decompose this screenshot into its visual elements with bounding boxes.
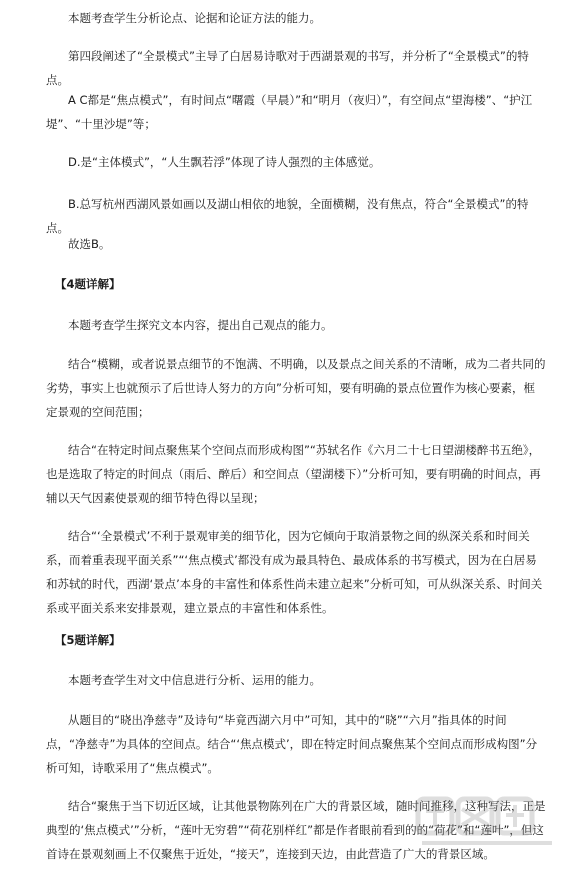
paragraph-q5-point-1: 从题目的“晓出净慈寺”及诗句“毕竟西湖六月中”可知，其中的“晓”“六月”指具体的时间点，“净慈寺”为具体的空间点。结合“‘焦点模式’，即在特定时间点聚焦某个空间点而形成构图”分析可知，诗歌采用了“焦点模式”。 [46,713,538,775]
paragraph-answer: 故选B。 [68,237,111,251]
paragraph-fourth-section: 第四段阐述了“全景模式”主导了白居易诗歌对于西湖景观的书写，并分析了“全景模式”的特点。 [46,49,529,87]
paragraph-q4-point-2: 结合“在特定时间点聚焦某个空间点而形成构图”“苏轼名作《六月二十七日望湖楼醉书五绝》，也是选取了特定的时间点（雨后、醉后）和空间点（望湖楼下）”分析可知，要有明确的时间点，再辅以天气因素使景观的细节特色得以呈现； [46,443,541,505]
paragraph-option-ac: A C都是“焦点模式”，有时间点“曙霞（早晨）”和“明月（夜归）”，有空间点“望海楼”、“护江堤”、“十里沙堤”等； [46,93,533,131]
paragraph-intro-q3: 本题考查学生分析论点、论据和论证方法的能力。 [68,11,321,25]
section-heading-q5: 【5题详解】 [55,633,121,647]
paragraph-option-d: D.是“主体模式”，“人生飘若浮”体现了诗人强烈的主体感觉。 [68,155,381,169]
paragraph-q4-point-1: 结合“模糊，或者说景点细节的不饱满、不明确，以及景点之间关系的不清晰，成为二者共同的劣势，事实上也就预示了后世诗人努力的方向”分析可知，要有明确的景点位置作为核心要素，框定景观的空间范围； [46,357,546,419]
section-heading-q4: 【4题详解】 [55,277,121,291]
paragraph-q5-point-2: 结合“聚焦于当下切近区域，让其他景物陈列在广大的背景区域，随时间推移，这种写法，正是典型的‘焦点模式’”分析，“莲叶无穷碧”“荷花别样红”都是作者眼前看到的的“荷花”和“莲叶”，但这首诗在景观刻画上不仅聚焦于近处，“接天”，连接到天边，由此营造了广大的背景区域。 [46,799,546,861]
paragraph-option-b: B.总写杭州西湖风景如画以及湖山相依的地貌，全面横糊，没有焦点，符合“全景模式”的特点。 [46,197,529,235]
paragraph-intro-q4: 本题考查学生探究文本内容，提出自己观点的能力。 [68,318,333,332]
paragraph-q4-point-3: 结合“‘全景模式’不利于景观审美的细节化，因为它倾向于取消景物之间的纵深关系和时间关系，而着重表现平面关系”“‘焦点模式’都没有成为最具特色、最成体系的书写模式，因为在白居易和苏轼的时代，西湖‘景点’本身的丰富性和体系性尚未建立起来”分析可知，可从纵深关系、时间关系或平面关系来安排景观，建立景点的丰富性和体系性。 [46,529,543,615]
paragraph-intro-q5: 本题考查学生对文中信息进行分析、运用的能力。 [68,673,321,687]
